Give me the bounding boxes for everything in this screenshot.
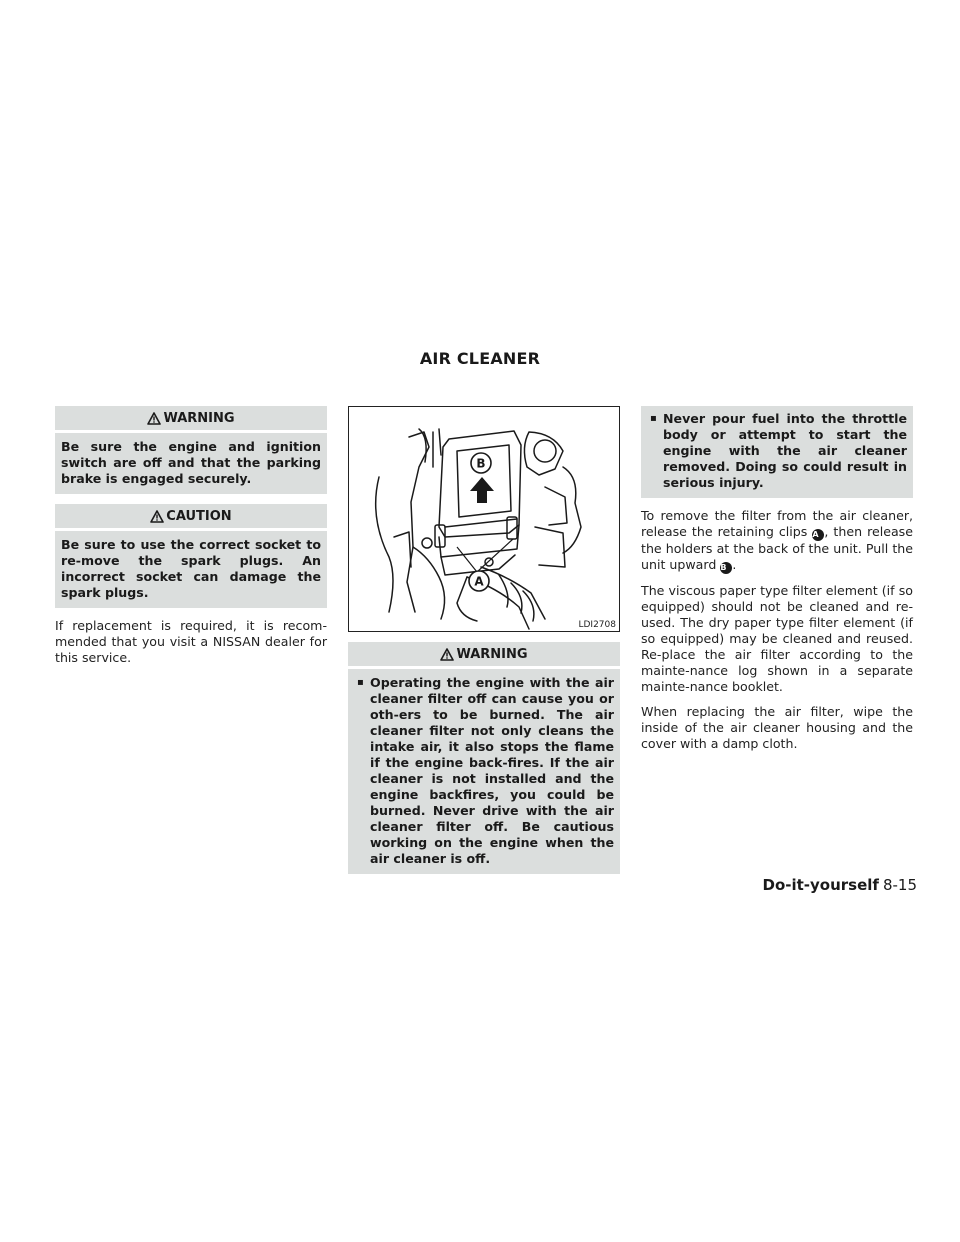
footer-section-name: Do-it-yourself (762, 876, 879, 894)
warning-label: WARNING (163, 411, 235, 426)
removal-paragraph (641, 508, 913, 574)
caution-triangle-icon (150, 510, 164, 523)
page-footer (763, 876, 918, 894)
warning-body-2 (348, 666, 620, 874)
warning-continuation-body (641, 406, 913, 498)
footer-page-number: 8-15 (882, 876, 917, 894)
warning-text: Be sure the engine and ignition switch are off and that the parking brake is engaged securely. (55, 430, 327, 494)
warning-triangle-icon (440, 648, 454, 661)
warning-box-2 (348, 642, 620, 874)
callout-a-badge: A (812, 529, 824, 541)
callout-a-label: A (474, 574, 484, 589)
engine-bay-drawing (349, 407, 619, 631)
housing-cleaning-paragraph: When replacing the air filter, wipe the inside of the air cleaner housing and the cover with a damp cloth. (641, 704, 913, 751)
removal-text-end: . (732, 557, 737, 572)
left-column (55, 406, 327, 675)
middle-column (348, 406, 620, 884)
warning-header (55, 406, 327, 430)
caution-label: CAUTION (166, 509, 232, 524)
callout-b-label: B (476, 456, 486, 471)
dealer-paragraph: If replacement is required, it is recom-mended that you visit a NISSAN dealer for this service. (55, 618, 327, 665)
warning-bullet-list (647, 411, 907, 491)
section-title: AIR CLEANER (419, 349, 541, 368)
warning-header-2 (348, 642, 620, 666)
air-cleaner-illustration (348, 406, 620, 632)
filter-element-paragraph: The viscous paper type filter element (if so equipped) should not be cleaned and re-used. The dry paper type filter element (if so equipped) may be cleaned and reused. Re-place the air filter according to the mainte-nance log shown in a separate mainte-nance booklet. (641, 583, 913, 694)
warning-label: WARNING (456, 647, 528, 662)
warning-bullet: ▪ Operating the engine with the air cleaner filter off can cause you or oth-ers to be burned. The air cleaner filter not only cleans the intake air, it also stops the flame if the engine back-fires. If the air cleaner is not installed and the engine backfires, you could be burned. Never drive with the air cleaner filter off. Be cautious working on the engine when the air cleaner is off. (354, 675, 614, 867)
warning-triangle-icon (147, 412, 161, 425)
warning-bullet-list (354, 675, 614, 867)
callout-b-badge: B (720, 562, 732, 574)
warning-bullet: ▪ Never pour fuel into the throttle body or attempt to start the engine with the air cleaner removed. Doing so could result in serious injury. (647, 411, 907, 491)
caution-box (55, 504, 327, 608)
caution-text: Be sure to use the correct socket to re-move the spark plugs. An incorrect socket can damage the spark plugs. (55, 528, 327, 608)
removal-text-start: To remove the filter from the air cleaner, release the retaining clips (641, 508, 913, 539)
warning-continuation-box (641, 406, 913, 498)
caution-header (55, 504, 327, 528)
right-column (641, 406, 913, 761)
warning-box (55, 406, 327, 494)
figure-code: LDI2708 (578, 620, 616, 630)
removal-text-middle: , then release the holders at the back of the unit. Pull the unit upward (641, 524, 913, 572)
